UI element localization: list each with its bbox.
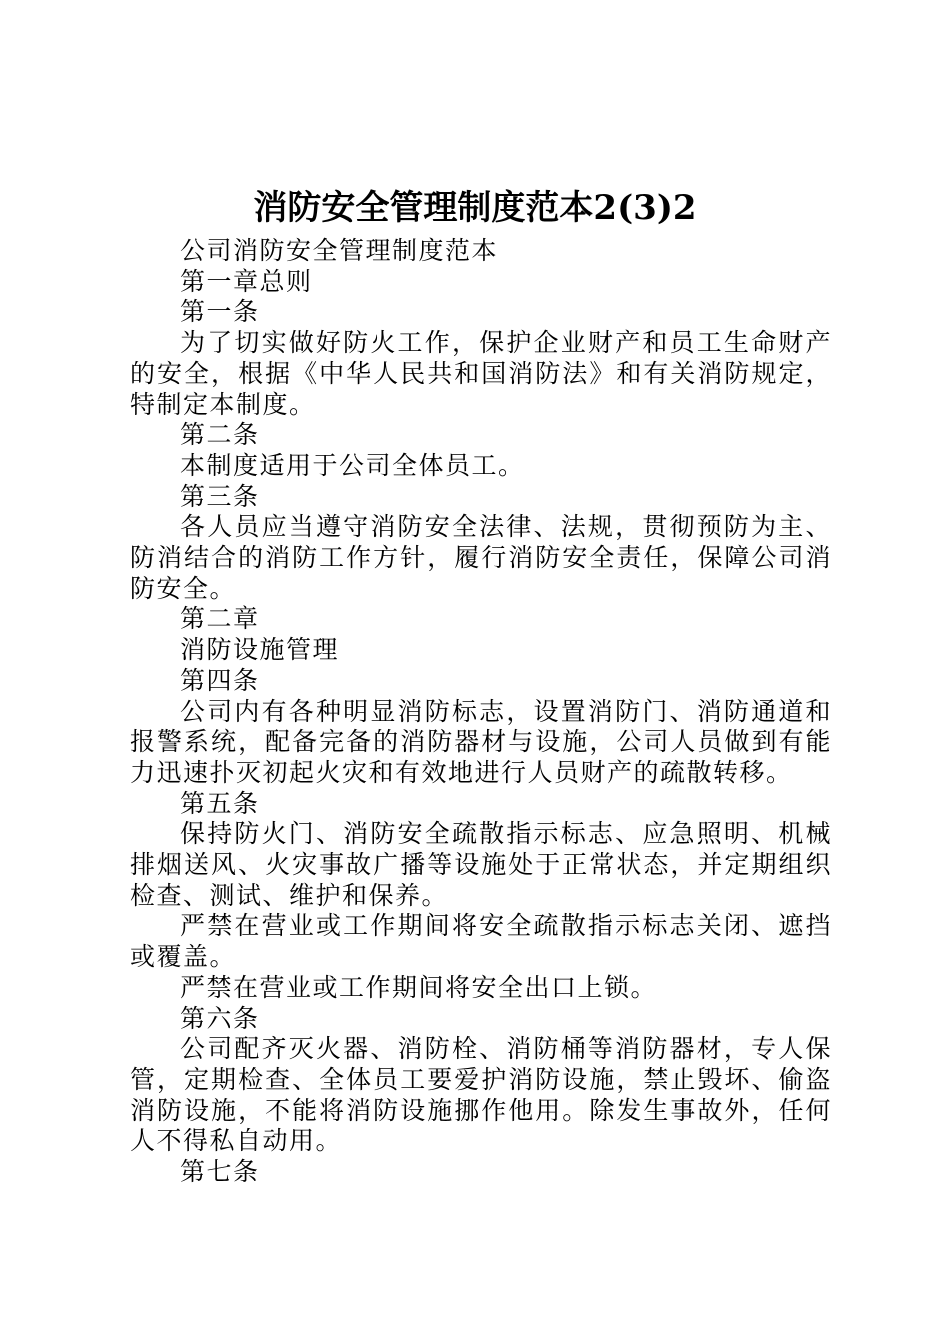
article-heading: 第七条 <box>180 1157 260 1187</box>
article-text: 保持防火门、消防安全疏散指示标志、应急照明、机械排烟送风、火灾事故广播等设施处于正常状态，并定期组织检查、测试、维护和保养。 <box>130 819 832 910</box>
article-heading: 第二条 <box>180 420 260 450</box>
document-body <box>130 236 832 1188</box>
article-text: 公司配齐灭火器、消防栓、消防桶等消防器材，专人保管，定期检查、全体员工要爱护消防设施，禁止毁坏、偷盗消防设施，不能将消防设施挪作他用。除发生事故外，任何人不得私自动用。 <box>130 1034 832 1156</box>
chapter-heading: 第一章总则 <box>180 266 313 296</box>
document-title: 消防安全管理制度范本2(3)2 <box>253 188 697 228</box>
article-heading: 第五条 <box>180 788 260 818</box>
article-heading: 第六条 <box>180 1003 260 1033</box>
article-text: 严禁在营业或工作期间将安全疏散指示标志关闭、遮挡或覆盖。 <box>130 911 832 972</box>
article-text: 公司内有各种明显消防标志，设置消防门、消防通道和报警系统，配备完备的消防器材与设施，公司人员做到有能力迅速扑灭初起火灾和有效地进行人员财产的疏散转移。 <box>130 696 832 787</box>
article-heading: 第一条 <box>180 297 260 327</box>
paragraph-heading: 公司消防安全管理制度范本 <box>180 236 499 265</box>
article-text: 严禁在营业或工作期间将安全出口上锁。 <box>180 972 658 1002</box>
article-text: 各人员应当遵守消防安全法律、法规，贯彻预防为主、防消结合的消防工作方针，履行消防安全责任，保障公司消防安全。 <box>130 512 832 603</box>
chapter-heading: 第二章 <box>180 604 260 634</box>
chapter-subtitle: 消防设施管理 <box>180 635 340 665</box>
article-text: 为了切实做好防火工作，保护企业财产和员工生命财产的安全，根据《中华人民共和国消防法》和有关消防规定，特制定本制度。 <box>130 328 832 419</box>
article-heading: 第四条 <box>180 665 260 695</box>
article-text: 本制度适用于公司全体员工。 <box>180 450 525 480</box>
article-heading: 第三条 <box>180 481 260 511</box>
